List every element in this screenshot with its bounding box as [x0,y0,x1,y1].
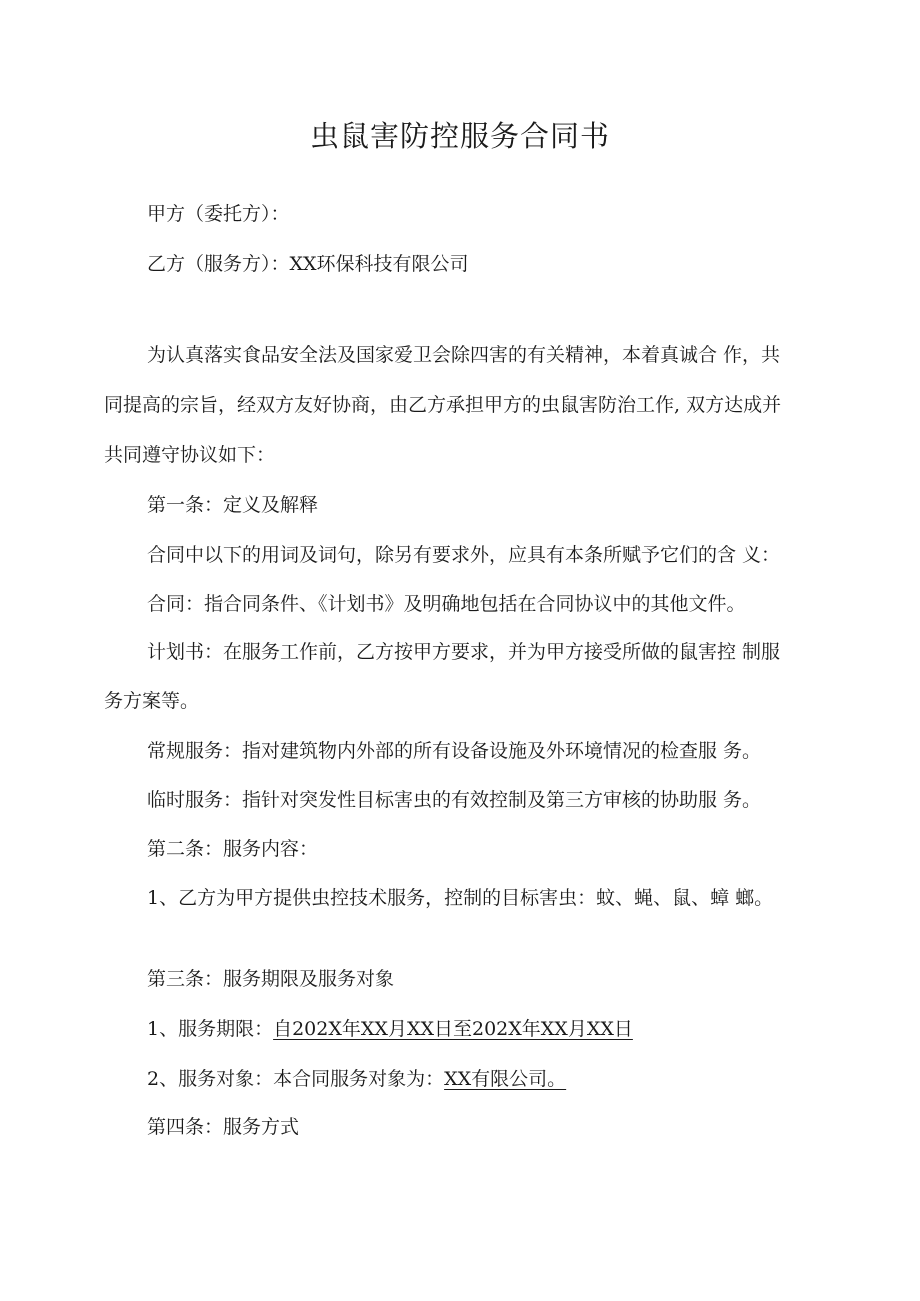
service-term-line [147,1016,633,1042]
party-b-line: 乙方（服务方）：XX环保科技有限公司 [147,253,469,275]
article1-line: 合同中以下的用词及词句，除另有要求外，应具有本条所赋予它们的含 义： [147,544,781,566]
article1-line: 务方案等。 [104,690,200,712]
document-title: 虫鼠害防控服务合同书 [309,119,610,153]
service-term-value: 自202X年XX月XX日至202X年XX月XX日 [273,1018,633,1040]
article1-line: 计划书：在服务工作前，乙方按甲方要求，并为甲方接受所做的鼠害控 制服 [147,641,781,663]
service-object-value: XX有限公司。 [444,1068,567,1090]
service-object-line [147,1066,566,1092]
party-a-line: 甲方（委托方）： [147,203,290,225]
article1-line: 常规服务：指对建筑物内外部的所有设备设施及外环境情况的检查服 务。 [147,740,762,762]
article1-line: 合同：指合同条件、《计划书》及明确地包括在合同协议中的其他文件。 [147,593,746,615]
intro-line-1: 为认真落实食品安全法及国家爱卫会除四害的有关精神，本着真诚合 作，共 [147,344,781,366]
article1-heading: 第一条：定义及解释 [147,494,319,516]
service-object-label: 2、服务对象：本合同服务对象为： [147,1068,445,1090]
service-term-label: 1、服务期限： [147,1018,274,1040]
intro-line-2: 同提高的宗旨，经双方友好协商，由乙方承担甲方的虫鼠害防治工作, 双方达成并 [104,394,782,416]
article2-line: 1、乙方为甲方提供虫控技术服务，控制的目标害虫：蚊、蝇、鼠、蟑 螂。 [147,887,774,909]
article1-line: 临时服务：指针对突发性目标害虫的有效控制及第三方审核的协助服 务。 [147,789,762,811]
article3-heading: 第三条：服务期限及服务对象 [147,968,395,990]
intro-line-3: 共同遵守协议如下： [104,444,276,466]
article2-heading: 第二条：服务内容： [147,838,319,860]
article4-heading: 第四条：服务方式 [147,1116,300,1138]
